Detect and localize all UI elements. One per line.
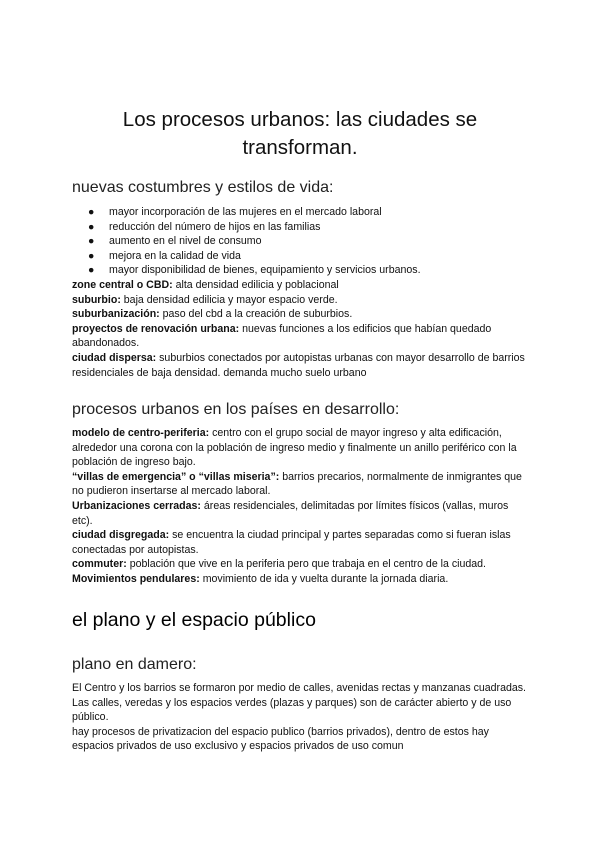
definition-text: nuevas funciones a los edificios que habían quedado abandonados. [72,322,492,350]
definition [72,572,528,587]
list-item: ● aumento en el nivel de consumo [88,235,262,248]
definition [72,278,528,293]
definition-term: “villas de emergencia” o “villas miseria”: [72,470,280,483]
definition [72,293,528,308]
section-heading-plano: el plano y el espacio público [72,609,316,631]
definition [72,557,528,572]
definition-term: Urbanizaciones cerradas: [72,499,201,512]
definition-term: proyectos de renovación urbana: [72,322,240,335]
bullet-icon: ● [88,220,95,233]
list-item: ● mayor incorporación de las mujeres en el mercado laboral [88,206,382,218]
definition-text: suburbios conectados por autopistas urbanas con mayor desarrollo de barrios residenciales de baja densidad. demanda mucho suelo urbano [72,351,525,379]
definition-term: suburbanización: [72,308,160,321]
definition-term: suburbio: [72,293,121,306]
bullet-icon: ● [88,264,95,277]
list-item: ● mayor disponibilidad de bienes, equipamiento y servicios urbanos. [88,264,421,277]
section-heading-nuevas-costumbres: nuevas costumbres y estilos de vida: [72,179,334,196]
definition-term: commuter: [72,558,127,571]
list-item: ● reducción del número de hijos en las familias [88,220,321,233]
definition-text: población que vive en la periferia pero que trabaja en el centro de la ciudad. [126,558,487,571]
section-heading-procesos-urbanos: procesos urbanos en los países en desarrollo: [72,401,400,418]
paragraph: Las calles, veredas y los espacios verdes (plazas y parques) son de carácter abierto y de uso público. [72,696,512,724]
definition-text: alta densidad edilicia y poblacional [172,279,339,291]
bullet-list [72,205,528,278]
definition-text: baja densidad edilicia y mayor espacio verde. [120,293,338,306]
definitions-block-2 [72,426,528,587]
paragraph-block [72,681,528,754]
paragraph: hay procesos de privatizacion del espacio publico (barrios privados), dentro de estos hay espacios privados de uso exclusivo y espacios privados de uso comun [72,725,489,753]
definition-text: centro con el grupo social de mayor ingreso y alta edificación, alrededor una corona con la población de ingreso medio y finalmente un anillo periférico con la población de ingreso bajo. [72,427,517,469]
definition-term: Movimientos pendulares: [72,572,200,585]
bullet-icon: ● [88,206,95,218]
page-title: Los procesos urbanos: las ciudades se transforman. [122,108,478,159]
definition [72,351,528,380]
definition-text: áreas residenciales, delimitadas por límites físicos (vallas, muros etc). [72,499,509,527]
definition-term: ciudad disgregada: [72,529,170,542]
list-item: ● mejora en la calidad de vida [88,249,241,262]
bullet-icon: ● [88,235,95,248]
paragraph: El Centro y los barrios se formaron por medio de calles, avenidas rectas y manzanas cuadradas. [72,682,526,694]
definition-term: modelo de centro-periferia: [72,427,210,439]
definition [72,470,528,499]
definition [72,528,528,557]
definition-text: paso del cbd a la creación de suburbios. [159,308,353,321]
definition-term: zone central o CBD: [72,279,173,291]
definition [72,499,528,528]
definition [72,322,528,351]
bullet-icon: ● [88,249,95,262]
definition-text: barrios precarios, normalmente de inmigrantes que no pudieron insertarse al mercado laboral. [72,470,522,498]
definition [72,307,528,322]
definition-term: ciudad dispersa: [72,351,157,364]
definitions-block-1 [72,278,528,380]
subsection-heading-damero: plano en damero: [72,656,197,673]
definition-text: se encuentra la ciudad principal y partes separadas como si fueran islas conectadas por autopistas. [72,529,511,556]
definition [72,426,528,470]
definition-text: movimiento de ida y vuelta durante la jornada diaria. [199,572,449,585]
